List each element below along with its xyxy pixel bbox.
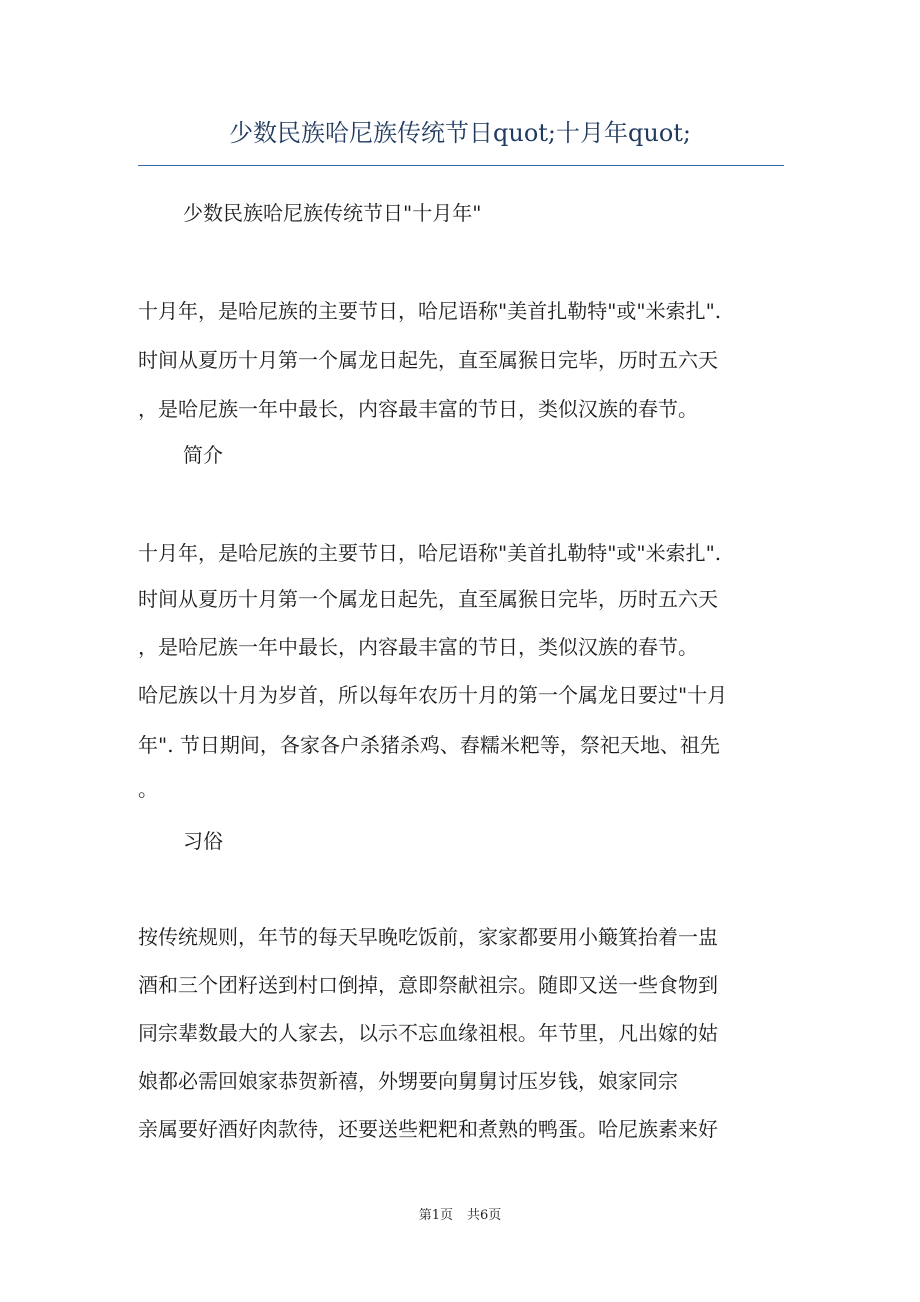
page-total: 共6页 [467,1208,502,1223]
paragraph-line: 按传统规则，年节的每天早晚吃饭前，家家都要用小簸箕抬着一盅 [138,925,718,949]
document-subtitle: 少数民族哈尼族传统节日"十月年" [183,201,482,225]
paragraph-line: 酒和三个团籽送到村口倒掉，意即祭献祖宗。随即又送一些食物到 [138,973,718,997]
document-title: 少数民族哈尼族传统节日quot;十月年quot; [229,119,691,147]
title-divider [138,165,784,166]
section-heading-intro: 简介 [183,443,223,467]
paragraph-line: 时间从夏历十月第一个属龙日起先，直至属猴日完毕，历时五六天 [138,587,718,611]
page-number: 第1页 [418,1208,453,1223]
paragraph-line: 哈尼族以十月为岁首，所以每年农历十月的第一个属龙日要过"十月 [138,683,728,707]
page-footer [0,1207,920,1225]
paragraph-line: 十月年，是哈尼族的主要节日，哈尼语称"美首扎勒特"或"米索扎". [138,299,722,323]
section-heading-customs: 习俗 [183,829,223,853]
paragraph-line: ，是哈尼族一年中最长，内容最丰富的节日，类似汉族的春节。 [138,397,698,421]
paragraph-line: 同宗辈数最大的人家去，以示不忘血缘祖根。年节里，凡出嫁的姑 [138,1021,718,1045]
paragraph-line: 亲属要好酒好肉款待，还要送些粑粑和煮熟的鸭蛋。哈尼族素来好 [138,1117,718,1141]
paragraph-line: 时间从夏历十月第一个属龙日起先，直至属猴日完毕，历时五六天 [138,348,718,372]
paragraph-line: 娘都必需回娘家恭贺新禧，外甥要向舅舅讨压岁钱，娘家同宗 [138,1069,678,1093]
paragraph-line: 年". 节日期间，各家各户杀猪杀鸡、舂糯米粑等，祭祀天地、祖先 [138,733,720,757]
paragraph-line: 。 [138,777,158,801]
paragraph-line: 十月年，是哈尼族的主要节日，哈尼语称"美首扎勒特"或"米索扎". [138,541,722,565]
paragraph-line: ，是哈尼族一年中最长，内容最丰富的节日，类似汉族的春节。 [138,635,698,659]
